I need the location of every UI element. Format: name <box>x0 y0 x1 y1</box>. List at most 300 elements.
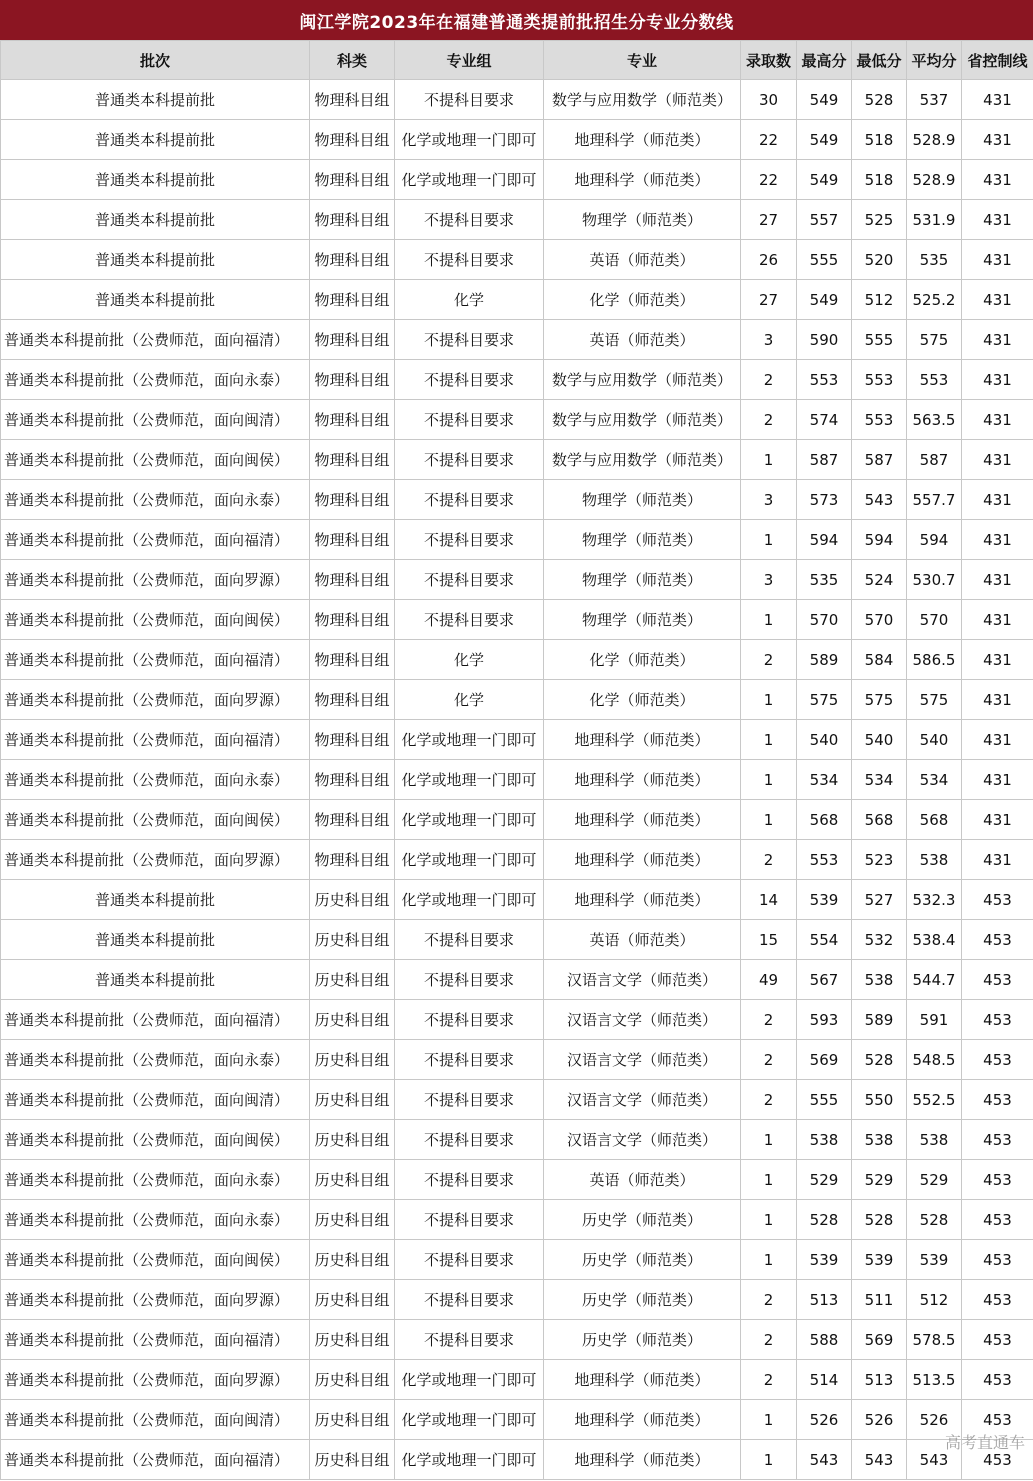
cell-major-group: 不提科目要求 <box>395 1320 544 1360</box>
cell-subject-type: 历史科目组 <box>310 1400 395 1440</box>
table-row <box>1 920 1033 960</box>
cell-major-group: 不提科目要求 <box>395 240 544 280</box>
cell-min-score: 569 <box>852 1320 907 1360</box>
cell-avg-score: 538.4 <box>907 920 962 960</box>
cell-subject-type: 物理科目组 <box>310 280 395 320</box>
cell-max-score: 549 <box>797 280 852 320</box>
table-row <box>1 640 1033 680</box>
cell-batch: 普通类本科提前批（公费师范，面向福清） <box>1 720 310 760</box>
cell-major: 化学（师范类） <box>544 640 741 680</box>
cell-major: 数学与应用数学（师范类） <box>544 400 741 440</box>
cell-major: 历史学（师范类） <box>544 1280 741 1320</box>
cell-max-score: 574 <box>797 400 852 440</box>
cell-min-score: 527 <box>852 880 907 920</box>
cell-control-line: 431 <box>962 320 1033 360</box>
cell-major: 汉语言文学（师范类） <box>544 1000 741 1040</box>
cell-subject-type: 物理科目组 <box>310 160 395 200</box>
cell-control-line: 431 <box>962 480 1033 520</box>
cell-min-score: 543 <box>852 1440 907 1480</box>
cell-max-score: 553 <box>797 360 852 400</box>
cell-max-score: 587 <box>797 440 852 480</box>
cell-control-line: 431 <box>962 640 1033 680</box>
cell-max-score: 540 <box>797 720 852 760</box>
watermark-text: 高考直通车 <box>944 1433 1025 1452</box>
cell-min-score: 518 <box>852 120 907 160</box>
cell-batch: 普通类本科提前批（公费师范，面向罗源） <box>1 560 310 600</box>
table-title: 闽江学院2023年在福建普通类提前批招生分专业分数线 <box>0 0 1033 40</box>
cell-control-line: 453 <box>962 1240 1033 1280</box>
cell-control-line: 453 <box>962 920 1033 960</box>
cell-max-score: 539 <box>797 1240 852 1280</box>
header-major-group: 专业组 <box>395 41 544 80</box>
table-row <box>1 1000 1033 1040</box>
cell-min-score: 512 <box>852 280 907 320</box>
cell-major: 地理科学（师范类） <box>544 1360 741 1400</box>
cell-major-group: 不提科目要求 <box>395 1000 544 1040</box>
cell-min-score: 520 <box>852 240 907 280</box>
header-control-line: 省控制线 <box>962 41 1033 80</box>
cell-avg-score: 532.3 <box>907 880 962 920</box>
cell-min-score: 524 <box>852 560 907 600</box>
cell-major: 地理科学（师范类） <box>544 840 741 880</box>
cell-admitted: 15 <box>741 920 797 960</box>
cell-batch: 普通类本科提前批（公费师范，面向福清） <box>1 1440 310 1480</box>
table-row <box>1 1040 1033 1080</box>
cell-admitted: 22 <box>741 120 797 160</box>
cell-min-score: 587 <box>852 440 907 480</box>
table-row <box>1 1080 1033 1120</box>
cell-min-score: 534 <box>852 760 907 800</box>
cell-control-line: 453 <box>962 1160 1033 1200</box>
cell-avg-score: 529 <box>907 1160 962 1200</box>
cell-min-score: 594 <box>852 520 907 560</box>
cell-min-score: 528 <box>852 1040 907 1080</box>
cell-admitted: 3 <box>741 480 797 520</box>
cell-subject-type: 物理科目组 <box>310 320 395 360</box>
cell-batch: 普通类本科提前批 <box>1 960 310 1000</box>
cell-max-score: 549 <box>797 120 852 160</box>
cell-control-line: 431 <box>962 760 1033 800</box>
cell-major-group: 不提科目要求 <box>395 520 544 560</box>
cell-subject-type: 历史科目组 <box>310 1280 395 1320</box>
cell-control-line: 431 <box>962 400 1033 440</box>
cell-max-score: 526 <box>797 1400 852 1440</box>
cell-avg-score: 570 <box>907 600 962 640</box>
cell-min-score: 532 <box>852 920 907 960</box>
cell-avg-score: 528.9 <box>907 160 962 200</box>
cell-max-score: 529 <box>797 1160 852 1200</box>
cell-major-group: 化学或地理一门即可 <box>395 760 544 800</box>
cell-major-group: 不提科目要求 <box>395 920 544 960</box>
cell-admitted: 49 <box>741 960 797 1000</box>
cell-major-group: 不提科目要求 <box>395 360 544 400</box>
cell-max-score: 554 <box>797 920 852 960</box>
cell-min-score: 589 <box>852 1000 907 1040</box>
cell-avg-score: 553 <box>907 360 962 400</box>
table-row <box>1 760 1033 800</box>
cell-major-group: 不提科目要求 <box>395 1080 544 1120</box>
table-row <box>1 1400 1033 1440</box>
cell-admitted: 2 <box>741 840 797 880</box>
cell-avg-score: 563.5 <box>907 400 962 440</box>
cell-min-score: 575 <box>852 680 907 720</box>
cell-major: 物理学（师范类） <box>544 560 741 600</box>
cell-major: 英语（师范类） <box>544 920 741 960</box>
cell-control-line: 431 <box>962 200 1033 240</box>
cell-min-score: 553 <box>852 360 907 400</box>
cell-batch: 普通类本科提前批（公费师范，面向闽侯） <box>1 440 310 480</box>
cell-max-score: 557 <box>797 200 852 240</box>
cell-control-line: 453 <box>962 1400 1033 1440</box>
cell-major: 英语（师范类） <box>544 240 741 280</box>
cell-max-score: 535 <box>797 560 852 600</box>
cell-subject-type: 物理科目组 <box>310 600 395 640</box>
cell-avg-score: 534 <box>907 760 962 800</box>
cell-batch: 普通类本科提前批（公费师范，面向永泰） <box>1 1160 310 1200</box>
cell-admitted: 1 <box>741 1120 797 1160</box>
cell-subject-type: 历史科目组 <box>310 1320 395 1360</box>
cell-avg-score: 531.9 <box>907 200 962 240</box>
cell-subject-type: 历史科目组 <box>310 1120 395 1160</box>
table-row <box>1 840 1033 880</box>
table-row <box>1 360 1033 400</box>
table-row <box>1 680 1033 720</box>
cell-batch: 普通类本科提前批（公费师范，面向永泰） <box>1 360 310 400</box>
cell-batch: 普通类本科提前批（公费师范，面向闽清） <box>1 400 310 440</box>
cell-avg-score: 528.9 <box>907 120 962 160</box>
cell-batch: 普通类本科提前批 <box>1 80 310 120</box>
cell-batch: 普通类本科提前批（公费师范，面向闽侯） <box>1 800 310 840</box>
table-row <box>1 960 1033 1000</box>
table-row <box>1 280 1033 320</box>
cell-max-score: 567 <box>797 960 852 1000</box>
cell-batch: 普通类本科提前批（公费师范，面向闽清） <box>1 1080 310 1120</box>
cell-admitted: 3 <box>741 560 797 600</box>
table-row <box>1 160 1033 200</box>
cell-batch: 普通类本科提前批 <box>1 160 310 200</box>
cell-max-score: 575 <box>797 680 852 720</box>
cell-major-group: 不提科目要求 <box>395 600 544 640</box>
table-row <box>1 1120 1033 1160</box>
cell-max-score: 513 <box>797 1280 852 1320</box>
cell-subject-type: 历史科目组 <box>310 1160 395 1200</box>
cell-avg-score: 568 <box>907 800 962 840</box>
cell-min-score: 513 <box>852 1360 907 1400</box>
cell-min-score: 518 <box>852 160 907 200</box>
cell-batch: 普通类本科提前批（公费师范，面向永泰） <box>1 760 310 800</box>
cell-max-score: 538 <box>797 1120 852 1160</box>
cell-admitted: 1 <box>741 520 797 560</box>
cell-max-score: 553 <box>797 840 852 880</box>
cell-admitted: 1 <box>741 1160 797 1200</box>
cell-control-line: 453 <box>962 960 1033 1000</box>
cell-control-line: 453 <box>962 1040 1033 1080</box>
cell-min-score: 538 <box>852 960 907 1000</box>
cell-major: 英语（师范类） <box>544 1160 741 1200</box>
cell-major-group: 不提科目要求 <box>395 400 544 440</box>
cell-control-line: 453 <box>962 1200 1033 1240</box>
cell-batch: 普通类本科提前批 <box>1 200 310 240</box>
cell-max-score: 514 <box>797 1360 852 1400</box>
cell-control-line: 453 <box>962 1280 1033 1320</box>
cell-min-score: 570 <box>852 600 907 640</box>
cell-subject-type: 历史科目组 <box>310 1440 395 1480</box>
cell-batch: 普通类本科提前批 <box>1 880 310 920</box>
cell-subject-type: 历史科目组 <box>310 1080 395 1120</box>
cell-subject-type: 物理科目组 <box>310 840 395 880</box>
cell-batch: 普通类本科提前批（公费师范，面向永泰） <box>1 1040 310 1080</box>
score-table <box>0 40 1033 1480</box>
cell-major-group: 不提科目要求 <box>395 440 544 480</box>
cell-control-line: 431 <box>962 360 1033 400</box>
cell-avg-score: 513.5 <box>907 1360 962 1400</box>
cell-max-score: 543 <box>797 1440 852 1480</box>
table-row <box>1 480 1033 520</box>
cell-admitted: 2 <box>741 1280 797 1320</box>
cell-control-line: 453 <box>962 880 1033 920</box>
cell-major-group: 不提科目要求 <box>395 1280 544 1320</box>
cell-major: 地理科学（师范类） <box>544 1440 741 1480</box>
cell-subject-type: 物理科目组 <box>310 360 395 400</box>
cell-batch: 普通类本科提前批（公费师范，面向罗源） <box>1 840 310 880</box>
cell-major-group: 化学或地理一门即可 <box>395 1440 544 1480</box>
cell-major: 地理科学（师范类） <box>544 800 741 840</box>
cell-subject-type: 物理科目组 <box>310 440 395 480</box>
cell-subject-type: 物理科目组 <box>310 760 395 800</box>
cell-control-line: 431 <box>962 520 1033 560</box>
cell-control-line: 431 <box>962 800 1033 840</box>
cell-batch: 普通类本科提前批（公费师范，面向闽清） <box>1 1400 310 1440</box>
cell-control-line: 431 <box>962 280 1033 320</box>
cell-control-line: 453 <box>962 1000 1033 1040</box>
cell-batch: 普通类本科提前批 <box>1 240 310 280</box>
header-min-score: 最低分 <box>852 41 907 80</box>
cell-avg-score: 525.2 <box>907 280 962 320</box>
cell-subject-type: 历史科目组 <box>310 1000 395 1040</box>
table-row <box>1 1360 1033 1400</box>
cell-max-score: 594 <box>797 520 852 560</box>
table-row <box>1 1440 1033 1480</box>
cell-major: 物理学（师范类） <box>544 480 741 520</box>
cell-min-score: 525 <box>852 200 907 240</box>
cell-subject-type: 历史科目组 <box>310 1240 395 1280</box>
cell-subject-type: 历史科目组 <box>310 1360 395 1400</box>
cell-major-group: 化学或地理一门即可 <box>395 1400 544 1440</box>
cell-batch: 普通类本科提前批（公费师范，面向福清） <box>1 520 310 560</box>
cell-subject-type: 物理科目组 <box>310 80 395 120</box>
cell-admitted: 26 <box>741 240 797 280</box>
cell-subject-type: 物理科目组 <box>310 120 395 160</box>
cell-avg-score: 543 <box>907 1440 962 1480</box>
cell-subject-type: 物理科目组 <box>310 560 395 600</box>
cell-batch: 普通类本科提前批（公费师范，面向罗源） <box>1 1360 310 1400</box>
cell-batch: 普通类本科提前批 <box>1 280 310 320</box>
cell-subject-type: 历史科目组 <box>310 960 395 1000</box>
header-subject-type: 科类 <box>310 41 395 80</box>
cell-major: 英语（师范类） <box>544 320 741 360</box>
cell-major: 地理科学（师范类） <box>544 160 741 200</box>
cell-subject-type: 物理科目组 <box>310 240 395 280</box>
cell-admitted: 2 <box>741 1360 797 1400</box>
cell-major: 地理科学（师范类） <box>544 760 741 800</box>
cell-avg-score: 512 <box>907 1280 962 1320</box>
cell-major-group: 不提科目要求 <box>395 1240 544 1280</box>
cell-batch: 普通类本科提前批（公费师范，面向福清） <box>1 320 310 360</box>
cell-min-score: 540 <box>852 720 907 760</box>
cell-max-score: 568 <box>797 800 852 840</box>
cell-admitted: 22 <box>741 160 797 200</box>
cell-admitted: 1 <box>741 720 797 760</box>
cell-major: 数学与应用数学（师范类） <box>544 80 741 120</box>
table-row <box>1 1200 1033 1240</box>
cell-major: 地理科学（师范类） <box>544 120 741 160</box>
cell-admitted: 3 <box>741 320 797 360</box>
header-major: 专业 <box>544 41 741 80</box>
cell-admitted: 1 <box>741 1240 797 1280</box>
table-row <box>1 200 1033 240</box>
cell-major-group: 不提科目要求 <box>395 80 544 120</box>
cell-admitted: 2 <box>741 1040 797 1080</box>
cell-major-group: 不提科目要求 <box>395 480 544 520</box>
cell-max-score: 539 <box>797 880 852 920</box>
cell-subject-type: 历史科目组 <box>310 1200 395 1240</box>
cell-control-line: 431 <box>962 240 1033 280</box>
cell-control-line: 431 <box>962 440 1033 480</box>
cell-control-line: 453 <box>962 1080 1033 1120</box>
header-row <box>1 41 1033 80</box>
table-row <box>1 1280 1033 1320</box>
cell-avg-score: 591 <box>907 1000 962 1040</box>
cell-avg-score: 538 <box>907 840 962 880</box>
cell-min-score: 584 <box>852 640 907 680</box>
cell-admitted: 1 <box>741 440 797 480</box>
cell-admitted: 2 <box>741 1320 797 1360</box>
cell-subject-type: 历史科目组 <box>310 1040 395 1080</box>
cell-major: 物理学（师范类） <box>544 600 741 640</box>
cell-major-group: 化学或地理一门即可 <box>395 800 544 840</box>
cell-major-group: 化学或地理一门即可 <box>395 840 544 880</box>
cell-major: 汉语言文学（师范类） <box>544 1120 741 1160</box>
cell-subject-type: 物理科目组 <box>310 680 395 720</box>
cell-min-score: 511 <box>852 1280 907 1320</box>
cell-batch: 普通类本科提前批（公费师范，面向闽侯） <box>1 1240 310 1280</box>
cell-min-score: 523 <box>852 840 907 880</box>
cell-subject-type: 物理科目组 <box>310 200 395 240</box>
cell-subject-type: 历史科目组 <box>310 920 395 960</box>
cell-major-group: 不提科目要求 <box>395 200 544 240</box>
cell-avg-score: 544.7 <box>907 960 962 1000</box>
cell-min-score: 539 <box>852 1240 907 1280</box>
cell-min-score: 538 <box>852 1120 907 1160</box>
cell-subject-type: 物理科目组 <box>310 520 395 560</box>
cell-major: 历史学（师范类） <box>544 1320 741 1360</box>
table-row <box>1 1240 1033 1280</box>
cell-major-group: 不提科目要求 <box>395 560 544 600</box>
cell-major-group: 化学 <box>395 280 544 320</box>
cell-avg-score: 587 <box>907 440 962 480</box>
table-row <box>1 880 1033 920</box>
cell-batch: 普通类本科提前批（公费师范，面向永泰） <box>1 480 310 520</box>
cell-major: 物理学（师范类） <box>544 200 741 240</box>
table-row <box>1 80 1033 120</box>
cell-major-group: 化学或地理一门即可 <box>395 160 544 200</box>
cell-major: 历史学（师范类） <box>544 1240 741 1280</box>
cell-min-score: 568 <box>852 800 907 840</box>
cell-major-group: 不提科目要求 <box>395 1160 544 1200</box>
table-row <box>1 560 1033 600</box>
cell-avg-score: 586.5 <box>907 640 962 680</box>
cell-avg-score: 594 <box>907 520 962 560</box>
cell-admitted: 14 <box>741 880 797 920</box>
cell-admitted: 2 <box>741 400 797 440</box>
cell-control-line: 453 <box>962 1440 1033 1480</box>
header-avg-score: 平均分 <box>907 41 962 80</box>
table-row <box>1 600 1033 640</box>
cell-min-score: 528 <box>852 1200 907 1240</box>
cell-admitted: 1 <box>741 760 797 800</box>
cell-major: 化学（师范类） <box>544 280 741 320</box>
cell-max-score: 555 <box>797 1080 852 1120</box>
cell-major: 化学（师范类） <box>544 680 741 720</box>
cell-control-line: 431 <box>962 120 1033 160</box>
cell-admitted: 2 <box>741 640 797 680</box>
cell-min-score: 550 <box>852 1080 907 1120</box>
cell-max-score: 570 <box>797 600 852 640</box>
cell-control-line: 431 <box>962 600 1033 640</box>
table-row <box>1 1160 1033 1200</box>
table-row <box>1 120 1033 160</box>
cell-control-line: 431 <box>962 80 1033 120</box>
cell-max-score: 528 <box>797 1200 852 1240</box>
cell-major: 历史学（师范类） <box>544 1200 741 1240</box>
cell-max-score: 573 <box>797 480 852 520</box>
cell-avg-score: 538 <box>907 1120 962 1160</box>
header-max-score: 最高分 <box>797 41 852 80</box>
cell-batch: 普通类本科提前批（公费师范，面向罗源） <box>1 1280 310 1320</box>
cell-major-group: 化学或地理一门即可 <box>395 720 544 760</box>
cell-subject-type: 物理科目组 <box>310 640 395 680</box>
cell-control-line: 431 <box>962 680 1033 720</box>
cell-admitted: 30 <box>741 80 797 120</box>
cell-avg-score: 575 <box>907 320 962 360</box>
cell-admitted: 27 <box>741 280 797 320</box>
header-batch: 批次 <box>1 41 310 80</box>
header-admitted: 录取数 <box>741 41 797 80</box>
cell-min-score: 553 <box>852 400 907 440</box>
cell-max-score: 549 <box>797 160 852 200</box>
cell-batch: 普通类本科提前批（公费师范，面向福清） <box>1 1000 310 1040</box>
cell-major-group: 不提科目要求 <box>395 1040 544 1080</box>
table-row <box>1 240 1033 280</box>
cell-admitted: 2 <box>741 1000 797 1040</box>
cell-major-group: 化学或地理一门即可 <box>395 120 544 160</box>
cell-batch: 普通类本科提前批（公费师范，面向福清） <box>1 1320 310 1360</box>
cell-avg-score: 578.5 <box>907 1320 962 1360</box>
table-row <box>1 320 1033 360</box>
cell-admitted: 1 <box>741 680 797 720</box>
table-row <box>1 800 1033 840</box>
cell-subject-type: 物理科目组 <box>310 800 395 840</box>
cell-control-line: 431 <box>962 720 1033 760</box>
cell-subject-type: 物理科目组 <box>310 400 395 440</box>
cell-avg-score: 530.7 <box>907 560 962 600</box>
table-row <box>1 400 1033 440</box>
cell-batch: 普通类本科提前批 <box>1 120 310 160</box>
cell-control-line: 431 <box>962 840 1033 880</box>
cell-avg-score: 526 <box>907 1400 962 1440</box>
cell-major: 汉语言文学（师范类） <box>544 1040 741 1080</box>
table-row <box>1 440 1033 480</box>
